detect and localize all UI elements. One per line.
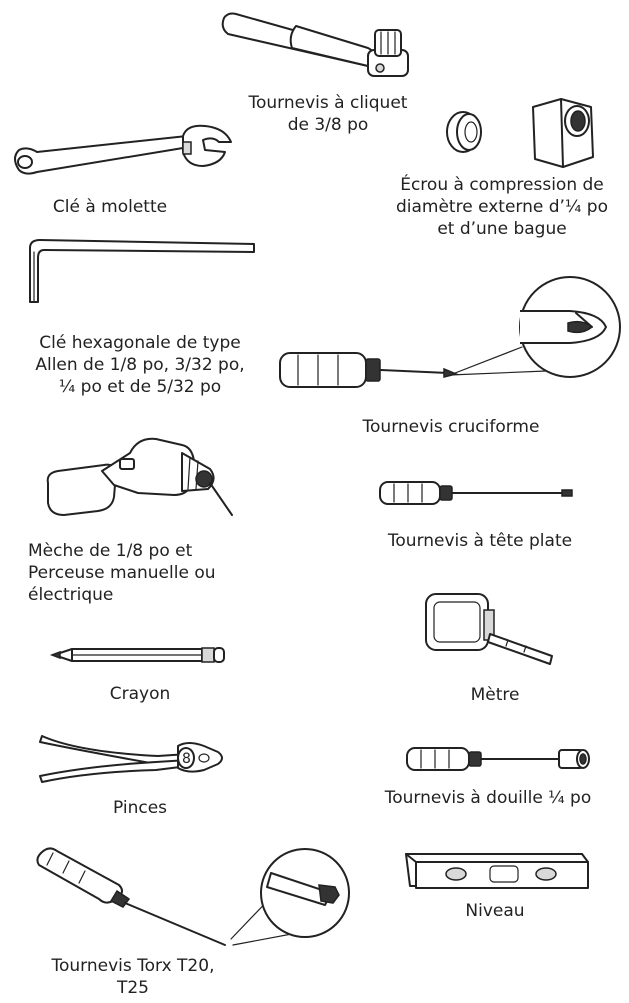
adjustable-wrench-icon bbox=[5, 122, 237, 192]
tape-measure-label: Mètre bbox=[470, 685, 520, 705]
torx-screwdriver-icon bbox=[35, 843, 365, 953]
ratchet-label: Tournevis à cliquet de 3/8 po bbox=[248, 93, 408, 135]
nut-driver-label: Tournevis à douille ¼ po bbox=[384, 788, 592, 808]
compression-nut-label: Écrou à compression de diamètre externe d’¼ po et d’une bague bbox=[395, 175, 609, 239]
drill-icon bbox=[42, 433, 252, 523]
flat-screwdriver-icon bbox=[378, 478, 578, 508]
adjustable-wrench-label: Clé à molette bbox=[52, 197, 168, 217]
pencil-icon bbox=[50, 645, 226, 665]
phillips-screwdriver-icon bbox=[278, 275, 620, 410]
pliers-icon bbox=[38, 726, 228, 788]
level-label: Niveau bbox=[465, 901, 525, 921]
torx-screwdriver-label: Tournevis Torx T20, T25 bbox=[51, 956, 215, 998]
tape-measure-icon bbox=[422, 590, 562, 668]
ratchet-icon bbox=[218, 8, 418, 86]
hex-key-label: Clé hexagonale de type Allen de 1/8 po, 3/32 po, ¼ po et de 5/32 po bbox=[35, 333, 245, 397]
pliers-label: Pinces bbox=[112, 798, 168, 818]
phillips-screwdriver-label: Tournevis cruciforme bbox=[362, 417, 540, 437]
level-icon bbox=[402, 848, 590, 896]
flat-screwdriver-label: Tournevis à tête plate bbox=[387, 531, 573, 551]
pencil-label: Crayon bbox=[109, 684, 171, 704]
svg-text:8: 8 bbox=[182, 751, 191, 767]
drill-label: Mèche de 1/8 po et Perceuse manuelle ou électrique bbox=[28, 541, 216, 605]
hex-key-icon bbox=[28, 238, 258, 306]
compression-nut-icon bbox=[443, 95, 608, 170]
nut-driver-icon bbox=[405, 742, 595, 776]
